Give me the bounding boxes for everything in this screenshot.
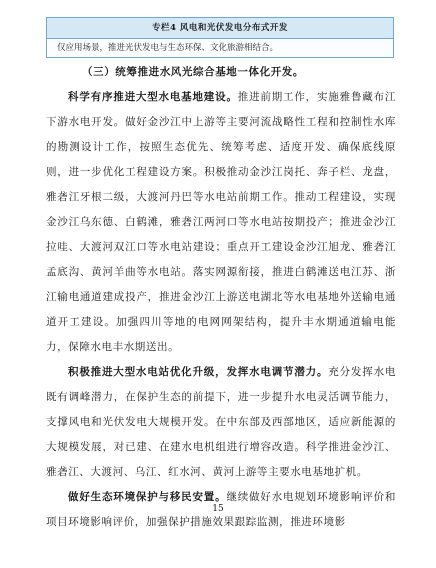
column-box-title: 专栏4 风电和光伏发电分布式开发 xyxy=(47,18,393,38)
column-box xyxy=(46,17,394,58)
main-content xyxy=(46,60,396,535)
page-number: 15 xyxy=(212,504,224,514)
paragraph-lead: 积极推进大型水电站优化升级，发挥水电调节潜力。 xyxy=(68,366,329,378)
paragraph-hydropower-bases xyxy=(46,85,396,360)
paragraph-text: 充分发挥水电既有调峰潜力，在保护生态的前提下，进一步提升水电灵活调节能力，支撑风电和光伏发电大规模开发。在中东部及西部地区，适应新能源的大规模发展，对已建、在建水电机组进行增容改造。科学推进金沙江、雅砻江、大渡河、乌江、红水河、黄河上游等主要水电基地扩机。 xyxy=(46,366,396,478)
paragraph-hydropower-upgrade xyxy=(46,360,396,485)
paragraph-text: 推进前期工作，实施雅鲁藏布江下游水电开发。做好金沙江中上游等主要河流战略性工程和控制性水库的勘测设计工作，按照生态优先、统筹考虑、适度开发、确保底线原则，进一步优化工程建设方案。积极推动金沙江岗托、奔子栏、龙盘，雅砻江牙根二级，大渡河丹巴等水电站前期工作。推动工程建设，实现金沙江乌东德、白鹤滩，雅砻江两河口等水电站按期投产；推进金沙江拉哇、大渡河双江口等水电站建设；重点开工建设金沙江旭龙、雅砻江孟底沟、黄河羊曲等水电站。落实网源衔接，推进白鹤滩送电江苏、浙江输电通道建成投产，推进金沙江上游送电湖北等水电基地外送输电通道开工建设。加强四川等地的电网网架结构，提升丰水期通道输电能力，保障水电丰水期送出。 xyxy=(46,91,396,353)
paragraph-lead: 科学有序推进大型水电基地建设。 xyxy=(68,91,238,103)
column-box-body: 仅应用场景，推进光伏发电与生态环保、文化旅游相结合。 xyxy=(47,38,393,57)
section-heading: （三）统筹推进水风光综合基地一体化开发。 xyxy=(82,66,304,78)
paragraph-text: 继续做好水电规划环境影响评价和项目环境影响评价，加强保护措施效果跟踪监测，推进环境影 xyxy=(46,491,396,528)
paragraph-lead: 做好生态环境保护与移民安置。 xyxy=(68,491,227,503)
